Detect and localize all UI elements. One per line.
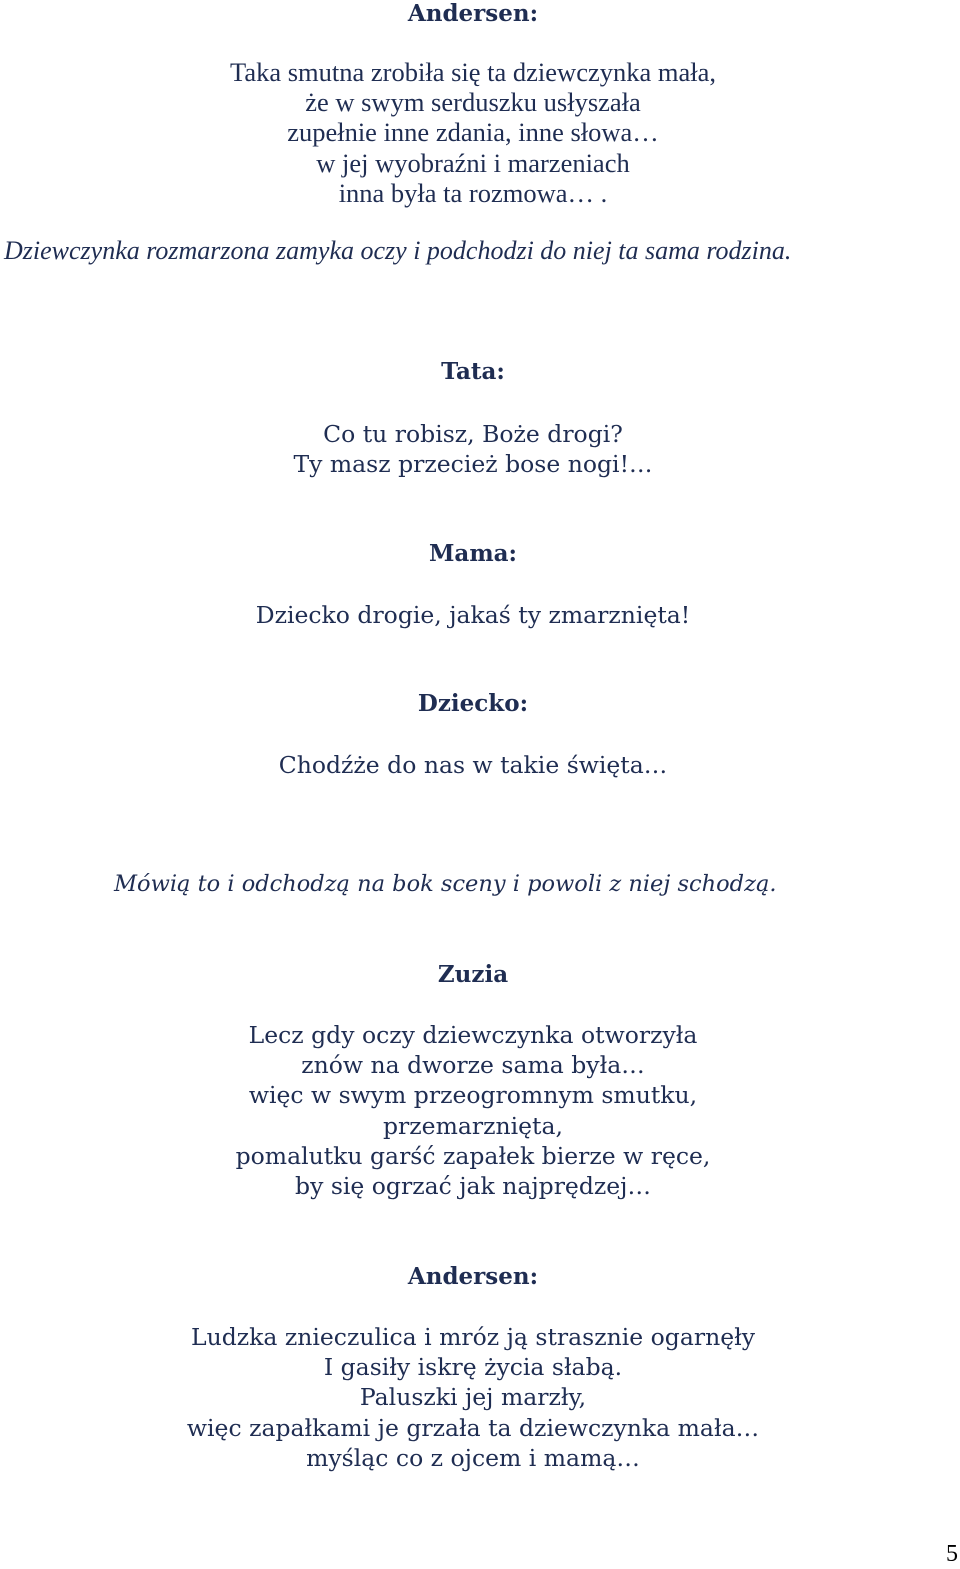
verse-block	[0, 1322, 946, 1473]
verse-block	[0, 600, 946, 630]
verse-line: w jej wyobraźni i marzeniach	[316, 147, 630, 178]
verse-line: Lecz gdy oczy dziewczynka otworzyła	[248, 1021, 698, 1049]
speaker-heading: Zuzia	[437, 961, 509, 988]
verse-line: Co tu robisz, Boże drogi?	[323, 420, 623, 448]
speaker-heading: Mama:	[428, 540, 518, 567]
speaker-heading: Andersen:	[407, 1263, 539, 1290]
stage-direction: Mówią to i odchodzą na bok sceny i powoli z niej schodzą.	[114, 871, 777, 897]
verse-block	[0, 57, 946, 208]
verse-line: Taka smutna zrobiła się ta dziewczynka mała,	[230, 57, 716, 87]
verse-line: I gasiły iskrę życia słabą.	[323, 1353, 623, 1382]
verse-block	[0, 419, 946, 479]
verse-line: przemarznięta,	[383, 1111, 563, 1140]
verse-line: zupełnie inne zdania, inne słowa…	[287, 117, 659, 148]
verse-line: więc zapałkami je grzała ta dziewczynka mała…	[186, 1413, 760, 1442]
verse-line: pomalutku garść zapałek bierze w ręce,	[235, 1141, 711, 1170]
verse-line: Ty masz przecież bose nogi!…	[293, 450, 653, 479]
verse-line: inna była ta rozmowa… .	[338, 177, 608, 208]
verse-line: Dziecko drogie, jakaś ty zmarznięta!	[255, 601, 691, 629]
verse-line: by się ogrzać jak najprędzej…	[295, 1172, 651, 1201]
verse-line: że w swym serduszku usłyszała	[305, 87, 641, 118]
verse-line: więc w swym przeogromnym smutku,	[248, 1081, 698, 1110]
stage-direction: Dziewczynka rozmarzona zamyka oczy i podchodzi do niej ta sama rodzina.	[4, 236, 792, 265]
verse-line: Ludzka znieczulica i mróz ją strasznie ogarnęły	[190, 1323, 756, 1351]
verse-line: Chodźże do nas w takie święta…	[278, 751, 668, 779]
verse-line: znów na dworze sama była…	[301, 1051, 645, 1080]
verse-line: Paluszki jej marzły,	[359, 1383, 587, 1412]
verse-line: myśląc co z ojcem i mamą…	[306, 1443, 640, 1472]
verse-block	[0, 750, 946, 780]
verse-block	[0, 1020, 946, 1201]
speaker-heading: Dziecko:	[417, 690, 529, 717]
speaker-heading: Tata:	[441, 358, 505, 385]
speaker-heading: Andersen:	[407, 0, 539, 27]
page-number: 5	[946, 1541, 958, 1567]
